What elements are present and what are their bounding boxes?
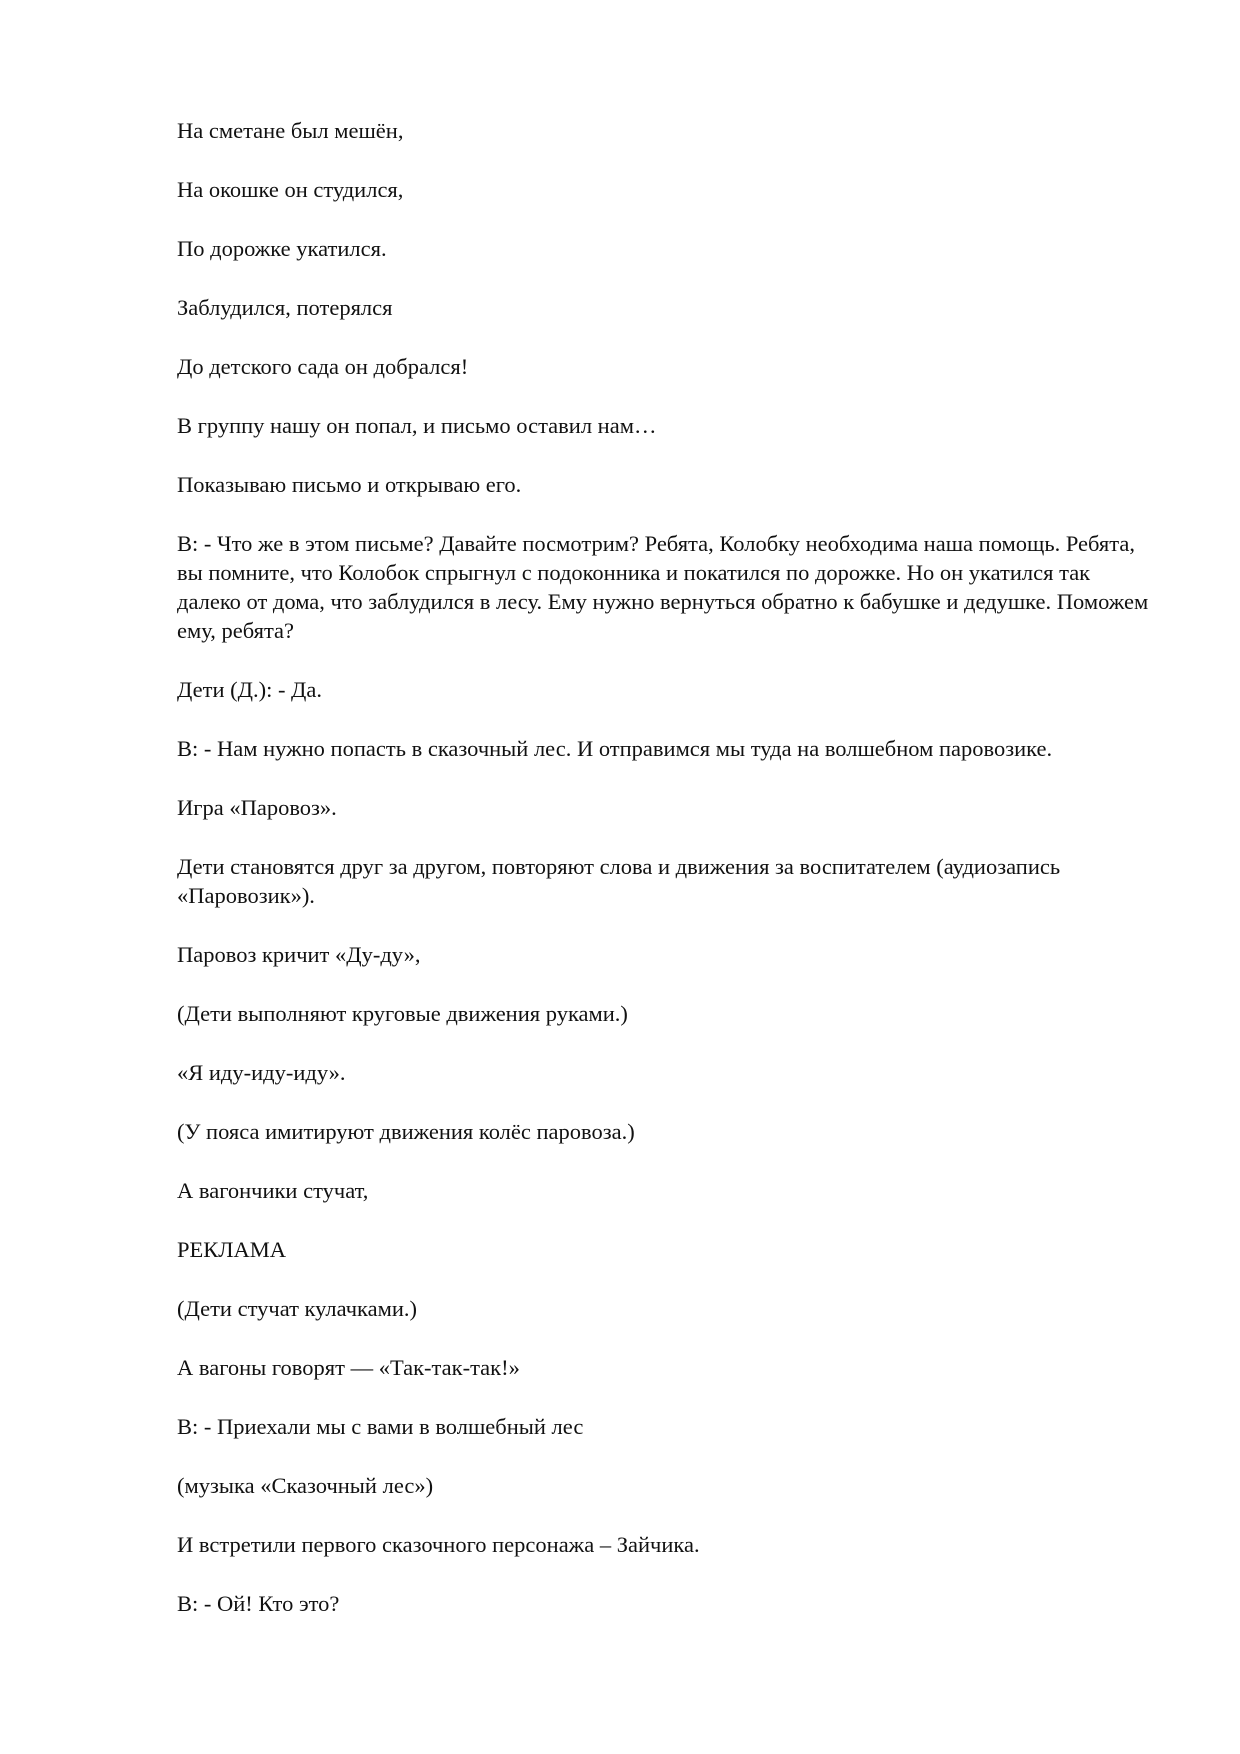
paragraph: В: - Что же в этом письме? Давайте посмотрим? Ребята, Колобку необходима наша помощь. Ребята, вы помните, что Колобок спрыгнул с подоконника и покатился по дорожке. Но он укатился так далеко от дома, что заблудился в лесу. Ему нужно вернуться обратно к бабушке и дедушке. Поможем ему, ребята? <box>177 531 1149 643</box>
paragraph: «Я иду-иду-иду». <box>177 1060 346 1085</box>
paragraph: (У пояса имитируют движения колёс паровоза.) <box>177 1119 635 1144</box>
paragraph: На сметане был мешён, <box>177 118 404 143</box>
paragraph: На окошке он студился, <box>177 177 404 202</box>
paragraph: А вагончики стучат, <box>177 1178 369 1203</box>
paragraph: Игра «Паровоз». <box>177 795 337 820</box>
paragraph: (Дети выполняют круговые движения руками.) <box>177 1001 628 1026</box>
paragraph: В: - Нам нужно попасть в сказочный лес. И отправимся мы туда на волшебном паровозике. <box>177 736 1053 761</box>
paragraph: По дорожке укатился. <box>177 236 387 261</box>
paragraph: Показываю письмо и открываю его. <box>177 472 522 497</box>
document-body <box>177 116 1152 1648</box>
paragraph: В: - Приехали мы с вами в волшебный лес <box>177 1414 584 1439</box>
paragraph: А вагоны говорят — «Так-так-так!» <box>177 1355 520 1380</box>
paragraph: Паровоз кричит «Ду-ду», <box>177 942 421 967</box>
paragraph: Дети (Д.): - Да. <box>177 677 323 702</box>
paragraph: Дети становятся друг за другом, повторяют слова и движения за воспитателем (аудиозапись «Паровозик»). <box>177 854 1061 908</box>
paragraph: (музыка «Сказочный лес») <box>177 1473 434 1498</box>
paragraph: В группу нашу он попал, и письмо оставил нам… <box>177 413 657 438</box>
paragraph: Заблудился, потерялся <box>177 295 393 320</box>
paragraph: (Дети стучат кулачками.) <box>177 1296 418 1321</box>
paragraph: РЕКЛАМА <box>177 1237 287 1262</box>
paragraph: В: - Ой! Кто это? <box>177 1591 340 1616</box>
paragraph: И встретили первого сказочного персонажа – Зайчика. <box>177 1532 700 1557</box>
paragraph: До детского сада он добрался! <box>177 354 469 379</box>
